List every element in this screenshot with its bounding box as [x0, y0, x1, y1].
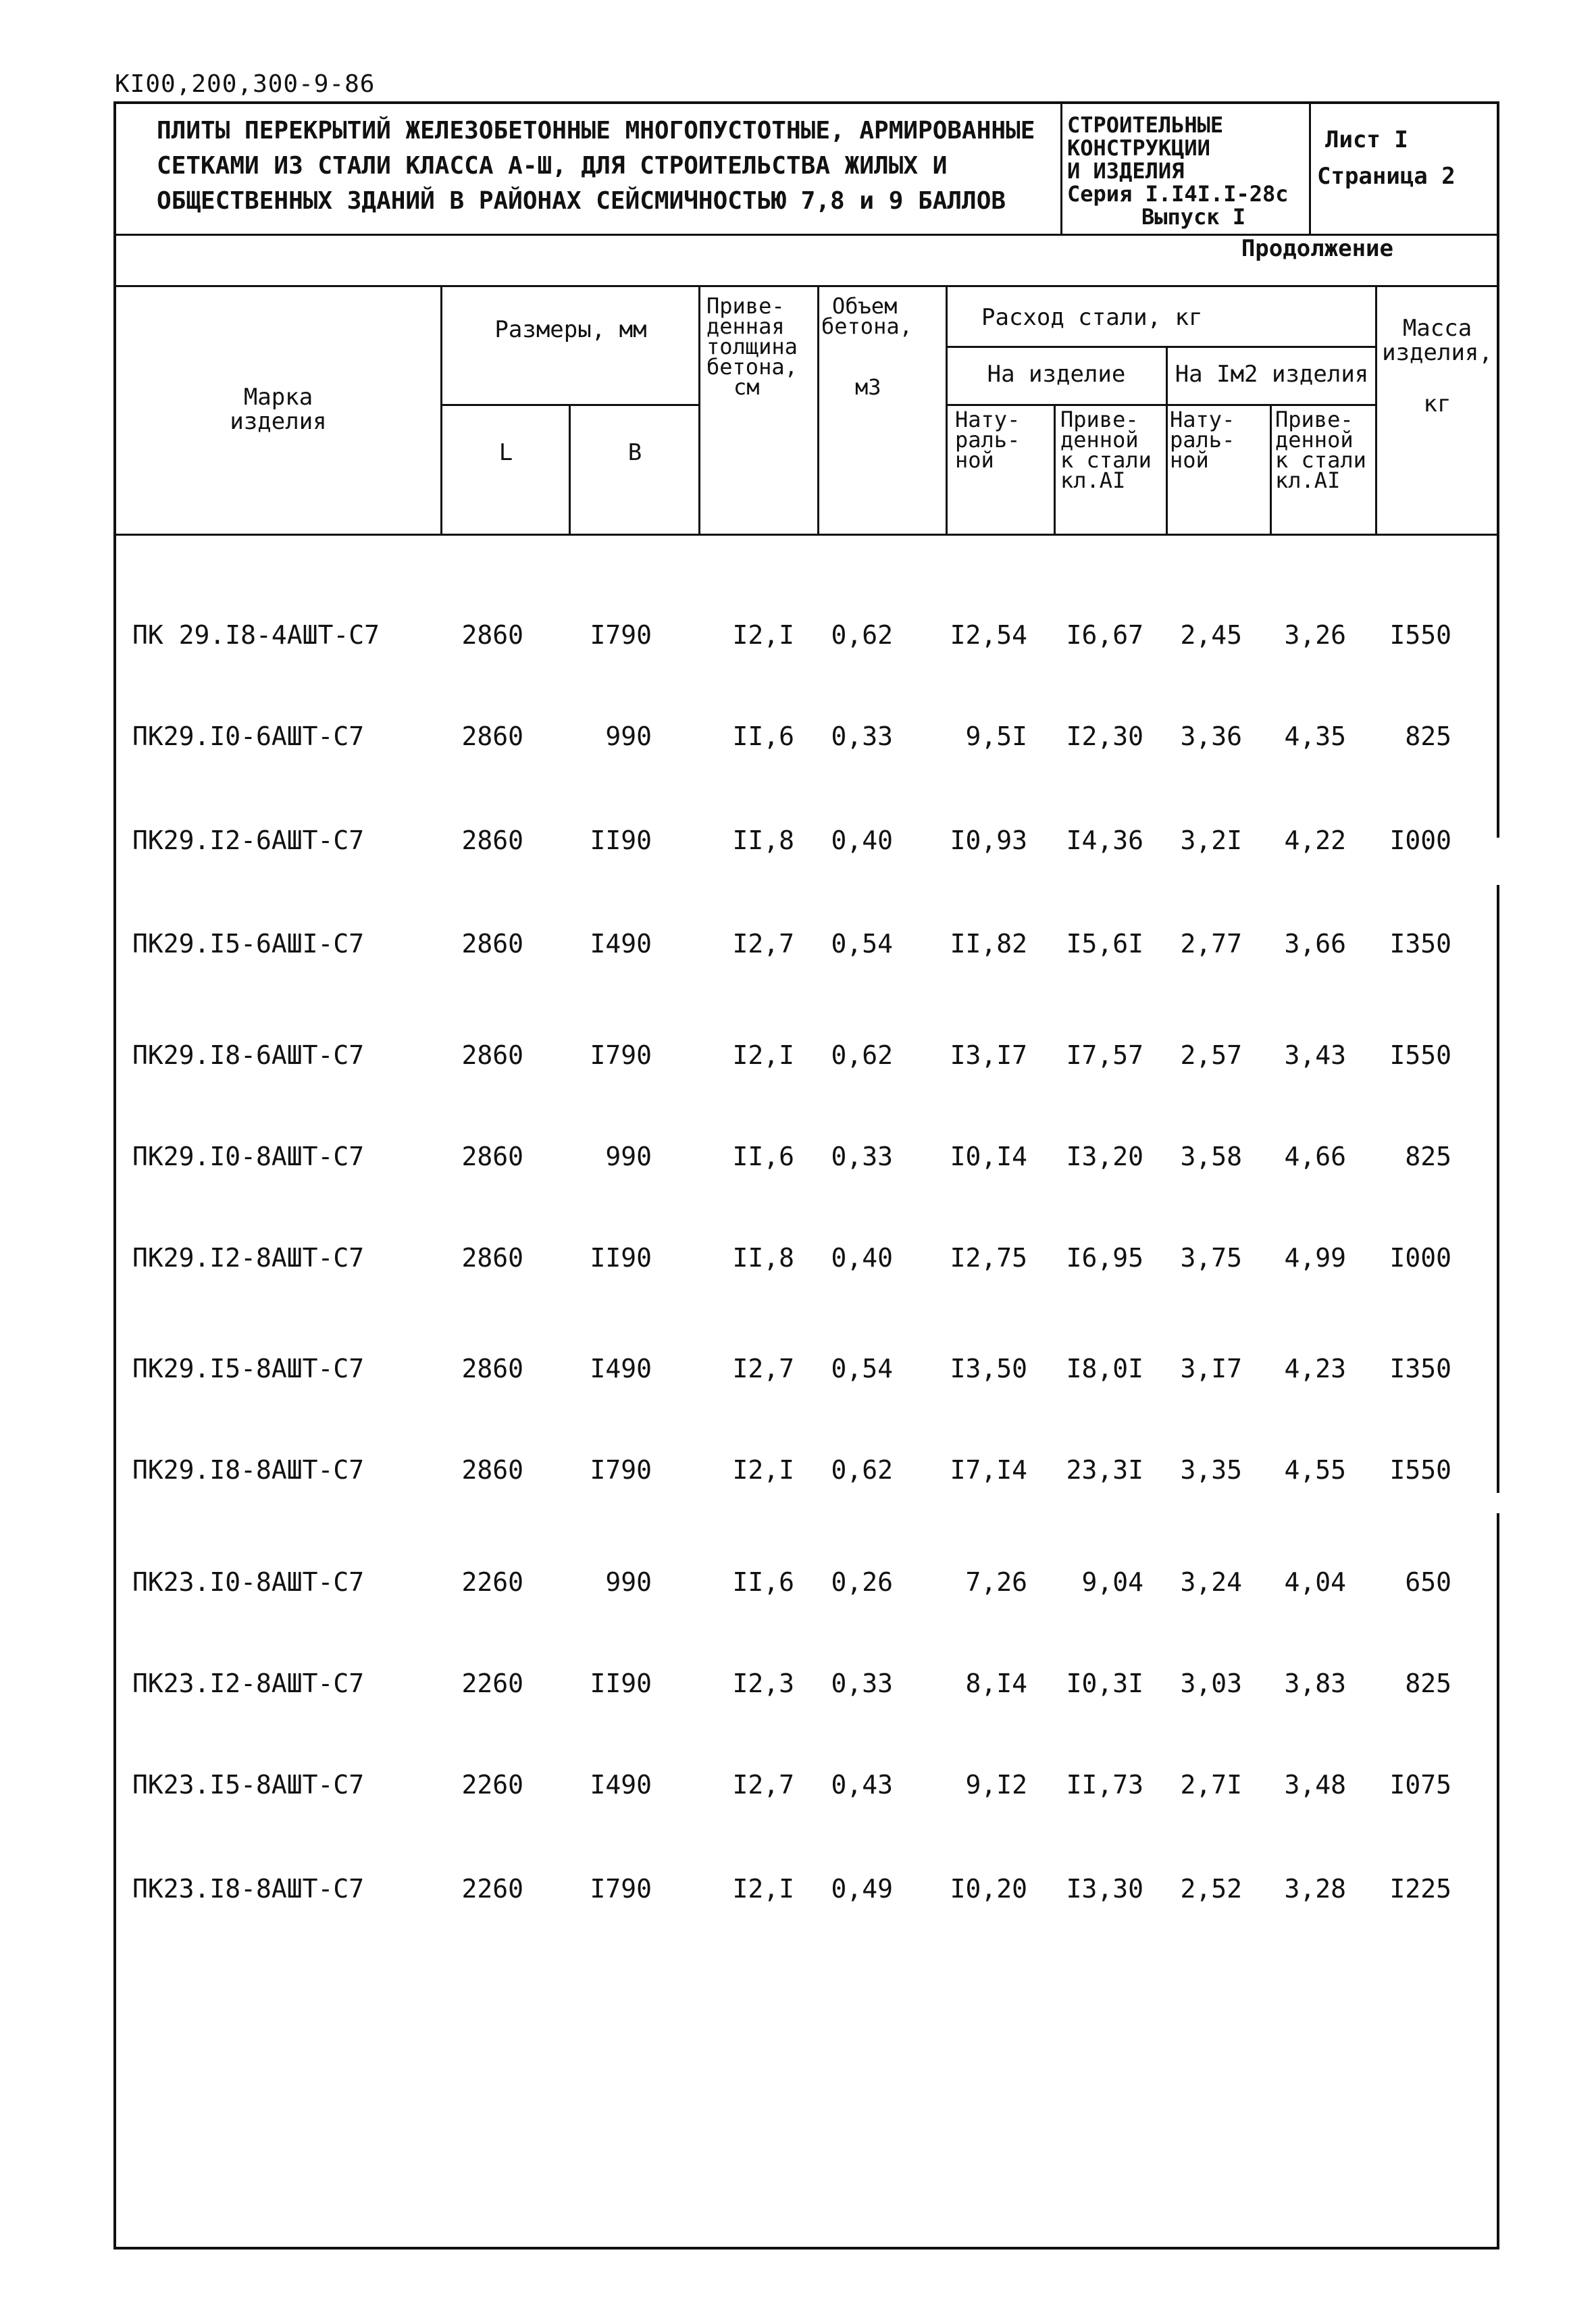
cell-L: 2860: [461, 1455, 523, 1485]
cell-t: I2,I: [732, 1874, 794, 1904]
cell-r2: 4,04: [1284, 1567, 1346, 1597]
header-reduced-line: к стали: [1060, 447, 1152, 473]
cell-t: I2,7: [732, 1354, 794, 1383]
header-thickness: [706, 293, 815, 400]
series-line: Выпуск I: [1141, 204, 1246, 230]
cell-t: II,6: [732, 721, 794, 751]
cell-n2: 3,I7: [1180, 1354, 1242, 1383]
col-line-n1: [1054, 404, 1056, 535]
cell-t: I2,7: [732, 929, 794, 959]
header-thickness-line: толщина: [706, 334, 798, 359]
cell-L: 2860: [461, 721, 523, 751]
cell-v: 0,33: [831, 721, 893, 751]
header-reduced-line: к стали: [1275, 447, 1366, 473]
cell-n2: 3,35: [1180, 1455, 1242, 1485]
series-info: [1067, 113, 1289, 228]
cell-r1: I8,0I: [1066, 1354, 1143, 1383]
series-line: КОНСТРУКЦИИ: [1067, 135, 1210, 161]
cell-m: I075: [1389, 1770, 1451, 1800]
cell-B: 990: [605, 1142, 652, 1171]
header-natural-line: Нату-: [955, 407, 1021, 432]
header-volume-line: Объем: [832, 293, 898, 319]
cell-r1: II,73: [1066, 1770, 1143, 1800]
col-line-L: [569, 404, 571, 535]
cell-B: I490: [590, 1354, 652, 1383]
cell-v: 0,40: [831, 825, 893, 855]
cell-L: 2260: [461, 1874, 523, 1904]
header-natural-line: ной: [1170, 447, 1209, 473]
cell-r2: 3,28: [1284, 1874, 1346, 1904]
cell-r2: 3,83: [1284, 1669, 1346, 1698]
header-natural-line: ной: [955, 447, 994, 473]
cell-B: I490: [590, 1770, 652, 1800]
cell-L: 2260: [461, 1770, 523, 1800]
cell-r1: I3,30: [1066, 1874, 1143, 1904]
cell-n1: 7,26: [965, 1567, 1027, 1597]
header-reduced-line: кл.АI: [1060, 467, 1126, 493]
header-volume: [821, 293, 943, 400]
cell-B: I790: [590, 620, 652, 650]
row-line-sizes: [440, 404, 700, 406]
cell-v: 0,62: [831, 1455, 893, 1485]
header-mass: [1378, 316, 1497, 416]
cell-L: 2260: [461, 1567, 523, 1597]
col-line-n2: [1270, 404, 1272, 535]
cell-t: I2,7: [732, 1770, 794, 1800]
header-mass-line: Масса: [1402, 315, 1472, 342]
cell-m: 825: [1405, 1669, 1451, 1698]
cell-n1: I7,I4: [950, 1455, 1027, 1485]
cell-n1: I2,54: [950, 620, 1027, 650]
cell-v: 0,40: [831, 1243, 893, 1273]
cell-t: II,8: [732, 825, 794, 855]
cell-r2: 4,22: [1284, 825, 1346, 855]
cell-B: 990: [605, 1567, 652, 1597]
cell-r2: 4,55: [1284, 1455, 1346, 1485]
header-steel: Расход стали, кг: [981, 304, 1203, 331]
cell-m: I225: [1389, 1874, 1451, 1904]
cell-t: I2,I: [732, 1040, 794, 1070]
cell-t: I2,I: [732, 1455, 794, 1485]
cell-m: I550: [1389, 1455, 1451, 1485]
cell-r1: I6,95: [1066, 1243, 1143, 1273]
cell-mark: ПК23.I8-8АШТ-С7: [132, 1874, 365, 1904]
header-bottom: [113, 534, 1499, 536]
cell-n1: II,82: [950, 929, 1027, 959]
cell-L: 2860: [461, 929, 523, 959]
cell-r1: I6,67: [1066, 620, 1143, 650]
cell-n2: 2,57: [1180, 1040, 1242, 1070]
header-reduced-line: Приве-: [1060, 407, 1139, 432]
header-mass-line: изделия,: [1382, 339, 1493, 366]
row-line-steel: [946, 346, 1376, 348]
cell-t: I2,I: [732, 620, 794, 650]
frame-top: [113, 101, 1499, 104]
frame-right-upper: [1497, 101, 1499, 838]
cell-L: 2860: [461, 1243, 523, 1273]
header-thickness-line: см: [733, 374, 760, 400]
cell-mark: ПК29.I5-8АШТ-С7: [132, 1354, 365, 1383]
header-volume-line: [821, 336, 943, 377]
cell-n2: 2,7I: [1180, 1770, 1242, 1800]
cell-mark: ПК29.I2-8АШТ-С7: [132, 1243, 365, 1273]
title-line: СЕТКАМИ ИЗ СТАЛИ КЛАССА А-Ш, ДЛЯ СТРОИТЕЛЬСТВА ЖИЛЫХ И: [157, 152, 948, 180]
cell-B: II90: [590, 1669, 652, 1698]
cell-L: 2860: [461, 1040, 523, 1070]
col-line-thickness: [817, 285, 819, 535]
cell-mark: ПК29.I0-8АШТ-С7: [132, 1142, 365, 1171]
header-reduced-m2: [1275, 407, 1376, 493]
cell-r2: 3,26: [1284, 620, 1346, 650]
series-line: И ИЗДЕЛИЯ: [1067, 158, 1185, 184]
cell-v: 0,62: [831, 1040, 893, 1070]
cell-B: II90: [590, 1243, 652, 1273]
page-number: Страница 2: [1317, 163, 1456, 190]
cell-m: 825: [1405, 721, 1451, 751]
cell-v: 0,43: [831, 1770, 893, 1800]
header-natural-m2: [1170, 407, 1268, 473]
header-mass-line: кг: [1423, 390, 1451, 417]
row-line-sub: [946, 404, 1376, 406]
cell-m: 650: [1405, 1567, 1451, 1597]
header-volume-line: м3: [855, 374, 881, 400]
title-col-2: [1309, 101, 1311, 235]
cell-mark: ПК29.I2-6АШТ-С7: [132, 825, 365, 855]
title-line: ОБЩЕСТВЕННЫХ ЗДАНИЙ В РАЙОНАХ СЕЙСМИЧНОСТЬЮ 7,8 и 9 БАЛЛОВ: [157, 187, 1006, 215]
document-code: КI00,200,300-9-86: [115, 70, 376, 98]
cell-r1: I3,20: [1066, 1142, 1143, 1171]
cell-n2: 3,2I: [1180, 825, 1242, 855]
header-natural-line: раль-: [955, 427, 1021, 453]
cell-v: 0,54: [831, 1354, 893, 1383]
header-mark-line: Марка: [243, 384, 313, 411]
header-per-item: На изделие: [987, 361, 1126, 388]
cell-n1: I0,I4: [950, 1142, 1027, 1171]
cell-r2: 4,35: [1284, 721, 1346, 751]
cell-r2: 3,48: [1284, 1770, 1346, 1800]
header-thickness-line: денная: [706, 313, 785, 339]
cell-t: II,6: [732, 1142, 794, 1171]
cell-m: I550: [1389, 620, 1451, 650]
cell-v: 0,26: [831, 1567, 893, 1597]
frame-right-lower: [1497, 1513, 1499, 2250]
header-reduced-line: денной: [1275, 427, 1354, 453]
frame-right-mid: [1497, 885, 1499, 1493]
cell-r1: 9,04: [1081, 1567, 1143, 1597]
cell-r1: I7,57: [1066, 1040, 1143, 1070]
cell-mark: ПК 29.I8-4АШТ-С7: [132, 620, 380, 650]
cell-n1: 9,I2: [965, 1770, 1027, 1800]
cell-r2: 4,23: [1284, 1354, 1346, 1383]
cell-m: I550: [1389, 1040, 1451, 1070]
cell-mark: ПК29.I0-6АШТ-С7: [132, 721, 365, 751]
frame-bottom: [113, 2247, 1499, 2250]
cell-L: 2860: [461, 825, 523, 855]
cell-m: I350: [1389, 1354, 1451, 1383]
cell-n1: I0,93: [950, 825, 1027, 855]
header-L: L: [498, 439, 513, 466]
header-reduced-line: Приве-: [1275, 407, 1354, 432]
header-natural-line: Нату-: [1170, 407, 1235, 432]
cell-n2: 3,03: [1180, 1669, 1242, 1698]
cell-r2: 4,66: [1284, 1142, 1346, 1171]
cell-m: I000: [1389, 1243, 1451, 1273]
cell-L: 2860: [461, 1142, 523, 1171]
cell-B: II90: [590, 825, 652, 855]
header-per-m2: На Iм2 изделия: [1175, 361, 1369, 388]
cell-L: 2260: [461, 1669, 523, 1698]
cell-t: II,6: [732, 1567, 794, 1597]
title-line: ПЛИТЫ ПЕРЕКРЫТИЙ ЖЕЛЕЗОБЕТОННЫЕ МНОГОПУСТОТНЫЕ, АРМИРОВАННЫЕ: [157, 117, 1035, 145]
cell-n2: 2,52: [1180, 1874, 1242, 1904]
cell-B: I790: [590, 1874, 652, 1904]
cell-r1: I4,36: [1066, 825, 1143, 855]
header-reduced-item: [1060, 407, 1166, 493]
sheet-number: Лист I: [1325, 126, 1408, 153]
cell-m: I350: [1389, 929, 1451, 959]
cell-n1: 8,I4: [965, 1669, 1027, 1698]
header-volume-line: бетона,: [821, 313, 912, 339]
cell-mark: ПК29.I5-6АШI-С7: [132, 929, 365, 959]
document-title: [157, 113, 1055, 219]
cell-mark: ПК29.I8-8АШТ-С7: [132, 1455, 365, 1485]
cell-n2: 3,75: [1180, 1243, 1242, 1273]
cell-r2: 3,66: [1284, 929, 1346, 959]
cell-mark: ПК23.I5-8АШТ-С7: [132, 1770, 365, 1800]
series-line: СТРОИТЕЛЬНЫЕ: [1067, 112, 1224, 138]
cell-mark: ПК23.I0-8АШТ-С7: [132, 1567, 365, 1597]
cell-L: 2860: [461, 620, 523, 650]
header-mark: [116, 385, 440, 434]
header-thickness-line: бетона,: [706, 354, 798, 380]
cell-r1: 23,3I: [1066, 1455, 1143, 1485]
cell-t: II,8: [732, 1243, 794, 1273]
cell-n1: 9,5I: [965, 721, 1027, 751]
cell-v: 0,33: [831, 1669, 893, 1698]
cell-n2: 3,36: [1180, 721, 1242, 751]
cell-r2: 3,43: [1284, 1040, 1346, 1070]
cell-L: 2860: [461, 1354, 523, 1383]
cell-r1: I0,3I: [1066, 1669, 1143, 1698]
sheet-info: [1317, 122, 1456, 195]
cell-mark: ПК29.I8-6АШТ-С7: [132, 1040, 365, 1070]
header-mass-line: [1378, 365, 1497, 392]
cell-n2: 2,45: [1180, 620, 1242, 650]
header-reduced-line: кл.АI: [1275, 467, 1341, 493]
header-mark-line: изделия: [230, 408, 327, 435]
cell-n1: I3,50: [950, 1354, 1027, 1383]
cell-r1: I5,6I: [1066, 929, 1143, 959]
cell-B: I790: [590, 1040, 652, 1070]
cell-mark: ПК23.I2-8АШТ-С7: [132, 1669, 365, 1698]
cell-r2: 4,99: [1284, 1243, 1346, 1273]
cell-m: I000: [1389, 825, 1451, 855]
cell-n2: 3,58: [1180, 1142, 1242, 1171]
cell-t: I2,3: [732, 1669, 794, 1698]
continuation-label: Продолжение: [1241, 235, 1393, 262]
title-col-1: [1060, 101, 1062, 235]
header-B: B: [627, 439, 642, 466]
series-line: Серия I.I4I.I-28с: [1067, 181, 1289, 207]
cell-m: 825: [1405, 1142, 1451, 1171]
header-natural-line: раль-: [1170, 427, 1235, 453]
cell-v: 0,62: [831, 620, 893, 650]
cell-n2: 2,77: [1180, 929, 1242, 959]
cell-r1: I2,30: [1066, 721, 1143, 751]
header-reduced-line: денной: [1060, 427, 1139, 453]
header-natural-item: [955, 407, 1050, 473]
cell-B: I490: [590, 929, 652, 959]
cell-v: 0,49: [831, 1874, 893, 1904]
cell-n1: I2,75: [950, 1243, 1027, 1273]
cell-n2: 3,24: [1180, 1567, 1242, 1597]
cell-n1: I0,20: [950, 1874, 1027, 1904]
continuation-divider: [113, 285, 1499, 287]
cell-v: 0,54: [831, 929, 893, 959]
cell-v: 0,33: [831, 1142, 893, 1171]
cell-n1: I3,I7: [950, 1040, 1027, 1070]
cell-B: I790: [590, 1455, 652, 1485]
header-sizes: Размеры, мм: [494, 316, 647, 343]
cell-B: 990: [605, 721, 652, 751]
header-thickness-line: Приве-: [706, 293, 785, 319]
